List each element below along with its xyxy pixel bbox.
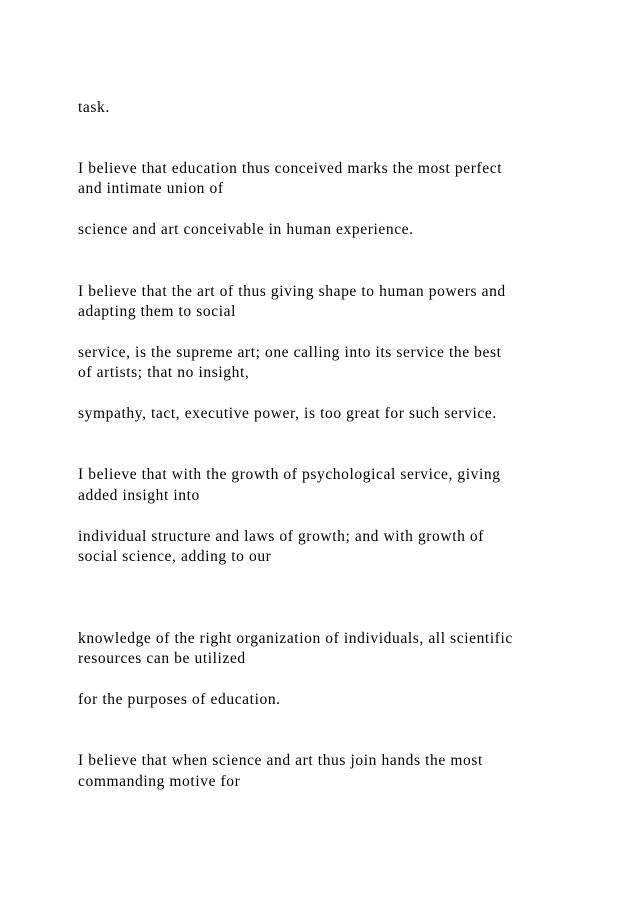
text-line: I believe that the art of thus giving shape to human powers and: [78, 283, 506, 300]
text-line: I believe that education thus conceived marks the most perfect: [78, 160, 503, 177]
text-line: science and art conceivable in human experience.: [78, 221, 414, 238]
text-line: service, is the supreme art; one calling into its service the best: [78, 344, 502, 361]
text-line: sympathy, tact, executive power, is too great for such service.: [78, 405, 497, 422]
text-line: adapting them to social: [78, 303, 236, 320]
text-line: individual structure and laws of growth; and with growth of: [78, 528, 485, 545]
text-line: I believe that with the growth of psychological service, giving: [78, 466, 501, 483]
text-line: task.: [78, 99, 110, 116]
text-line: resources can be utilized: [78, 650, 246, 667]
text-line: and intimate union of: [78, 180, 224, 197]
text-line: knowledge of the right organization of individuals, all scientific: [78, 630, 513, 647]
text-line: I believe that when science and art thus join hands the most: [78, 752, 483, 769]
text-line: social science, adding to our: [78, 548, 272, 565]
text-line: for the purposes of education.: [78, 691, 281, 708]
text-line: of artists; that no insight,: [78, 364, 250, 381]
text-line: commanding motive for: [78, 773, 241, 790]
text-line: added insight into: [78, 487, 200, 504]
